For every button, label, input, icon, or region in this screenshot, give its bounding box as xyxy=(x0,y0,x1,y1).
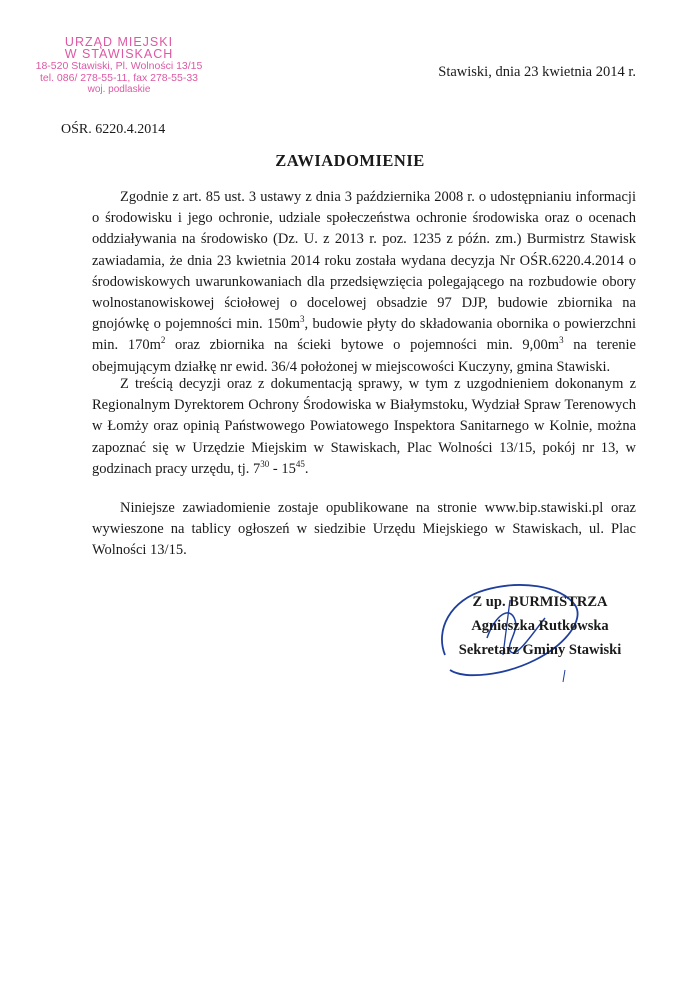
superscript: 3 xyxy=(300,314,305,325)
paragraph-publication-text: Niniejsze zawiadomienie zostaje opublikowane na stronie www.bip.stawiski.pl oraz wywieszone na tablicy ogłoszeń w siedzibie Urzędu Miejskiego w Stawiskach, ul. Plac Wolności 13/15. xyxy=(92,500,636,559)
signature-authority: Z up. BURMISTRZA xyxy=(472,594,608,610)
paragraph-decision-text-1: Zgodnie z art. 85 ust. 3 ustawy z dnia 3 października 2008 r. o udostępnianiu informacji o środowisku i jego ochronie, udziale społeczeństwa ochronie środowiska oraz o ocenach oddziaływania na środowisko (Dz. U. z 2013 r. poz. 1235 z późn. zm.) Burmistrz Stawisk zawiadamia, że dnia 23 kwietnia 2014 roku została wydana decyzja Nr OŚR.6220.4.2014 o środowiskowych uwarunkowaniach dla przedsięwzięcia polegającego na rozbudowie obory wolnostanowiskowej ściołowej o docelowej obsadzie 97 DJP, budowie zbiornika na gnojówkę o pojemności min. 150m xyxy=(92,189,636,333)
paragraph-documentation-text-1: Z treścią decyzji oraz z dokumentacją sprawy, w tym z uzgodnieniem dokonanym z Regionalnym Dyrektorem Ochrony Środowiska w Białymstoku, Wydział Spraw Terenowych w Łomży oraz opinią Państwowego Powiatowego Inspektora Sanitarnego w Kolnie, można zapoznać się w Urzędzie Miejskim w Stawiskach, Plac Wolności 13/15, pokój nr 13, w godzinach pracy urzędu, tj. 7 xyxy=(92,376,636,477)
superscript: 3 xyxy=(559,335,564,346)
stamp-line-office: URZĄD MIEJSKI xyxy=(64,35,174,49)
document-title: ZAWIADOMIENIE xyxy=(275,151,425,170)
stamp-line-town: W STAWISKACH xyxy=(64,47,174,61)
superscript: 30 xyxy=(260,458,270,469)
signature-block xyxy=(420,590,660,662)
stamp-line-address: 18-520 Stawiski, Pl. Wolności 13/15 xyxy=(35,60,203,72)
paragraph-documentation xyxy=(92,374,636,480)
place-and-date: Stawiski, dnia 23 kwietnia 2014 r. xyxy=(438,64,636,80)
superscript: 45 xyxy=(295,458,305,469)
office-stamp xyxy=(14,36,224,96)
signatory-position: Sekretarz Gminy Stawiski xyxy=(458,642,622,658)
paragraph-publication xyxy=(92,498,636,562)
paragraph-documentation-text-3: . xyxy=(304,460,309,477)
paragraph-decision-text-4: na terenie obejmującym działkę nr ewid. 36/4 położonej w miejscowości Kuczyny, gmina Stawiski. xyxy=(92,337,636,375)
stamp-line-phone: tel. 086/ 278-55-11, fax 278-55-33 xyxy=(40,72,198,84)
signatory-name: Agnieszka Rutkowska xyxy=(471,618,609,634)
reference-number: OŚR. 6220.4.2014 xyxy=(61,122,166,137)
paragraph-decision xyxy=(92,187,636,378)
paragraph-decision-text-2: , budowie płyty do składowania obornika o powierzchni min. 170m xyxy=(92,316,637,354)
paragraph-decision-text-3: oraz zbiornika na ścieki bytowe o pojemności min. 9,00m xyxy=(165,337,560,354)
superscript: 2 xyxy=(160,335,166,346)
stamp-line-region: woj. podlaskie xyxy=(87,84,151,95)
paragraph-documentation-text-2: - 15 xyxy=(269,460,296,477)
